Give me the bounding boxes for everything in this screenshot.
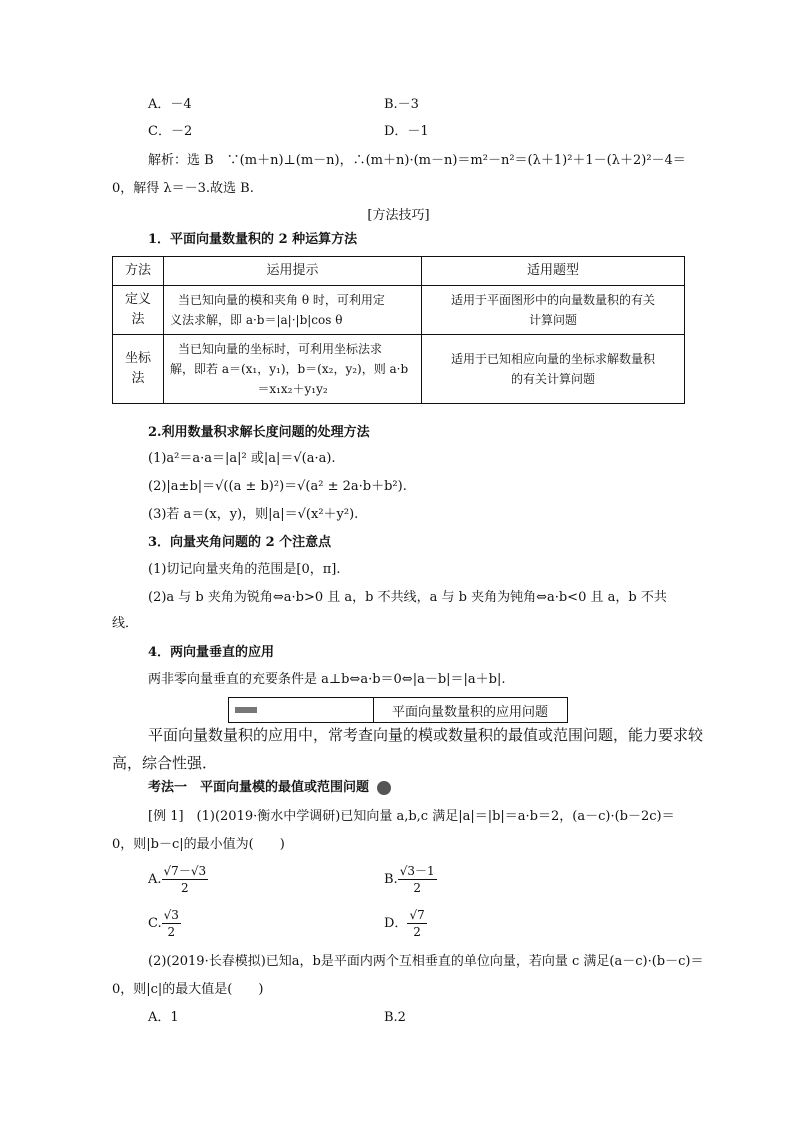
- tip-1-title: 1．平面向量数量积的 2 种运算方法: [148, 232, 358, 247]
- option-c: C．－2: [148, 124, 193, 139]
- solution-line-2: 0，解得 λ＝－3.故选 B.: [112, 181, 254, 196]
- example-option-c: [148, 906, 181, 942]
- tip-2-line-3: (3)若 a＝(x，y)，则|a|＝√(x²＋y²).: [148, 507, 359, 522]
- hint-line: 当已知向量的模和夹角 θ 时，可利用定: [178, 293, 385, 307]
- use-line: 的有关计算问题: [510, 372, 595, 386]
- table-header-cell: 适用题型: [422, 257, 685, 286]
- tip-2-line-1: (1)a²＝a·a＝|a|² 或|a|＝√(a·a).: [148, 451, 336, 466]
- hint-line: 义法求解，即 a·b＝|a|·|b|cos θ: [170, 313, 343, 327]
- method-use: [422, 335, 685, 404]
- table-row: [113, 335, 685, 404]
- banner-tag-mark: [235, 707, 257, 713]
- example-1-line-2: 0，则|b－c|的最小值为( ): [112, 837, 285, 852]
- section-banner: [228, 697, 568, 723]
- method-hint: [164, 335, 422, 404]
- tip-2-title: 2.利用数量积求解长度问题的处理方法: [148, 425, 370, 440]
- option-b: B.－3: [384, 97, 419, 112]
- bullet-icon: [377, 781, 391, 795]
- example-1-line-1: [例 1] (1)(2019·衡水中学调研)已知向量 a,b,c 满足|a|＝|b|＝a·b＝2，(a－c)·(b－2c)＝: [148, 809, 675, 824]
- option-fraction: [162, 907, 181, 940]
- fraction-denominator: 2: [413, 881, 421, 895]
- method-use: [422, 286, 685, 335]
- example-option-b: [384, 862, 437, 898]
- option-label: B.: [384, 872, 398, 887]
- method-1-text: 考法一 平面向量模的最值或范围问题: [148, 780, 370, 795]
- tip-3-line-3: 线．: [112, 616, 139, 631]
- table-header-row: [113, 257, 685, 286]
- tip-2-line-2: (2)|a±b|＝√((a ± b)²)＝√(a² ± 2a·b＋b²).: [148, 479, 407, 494]
- fraction-numerator: √7: [409, 908, 425, 922]
- fraction-numerator: √3: [163, 908, 179, 922]
- option-a: A．－4: [148, 97, 192, 112]
- fraction-denominator: 2: [181, 881, 189, 895]
- tip-3-line-2: (2)a 与 b 夹角为锐角⇔a·b>0 且 a，b 不共线，a 与 b 夹角为钝角⇔a·b<0 且 a，b 不共: [148, 590, 667, 605]
- method-name: 定义法: [113, 286, 164, 335]
- tips-heading: [方法技巧]: [367, 208, 430, 223]
- example-1-q2-line-2: 0，则|c|的最大值是( ): [112, 982, 264, 997]
- example-option-d: [384, 906, 427, 942]
- section-intro-line-2: 高，综合性强．: [112, 754, 218, 772]
- option-label: D．: [384, 916, 408, 931]
- hint-line: 当已知向量的坐标时，可利用坐标法求: [178, 342, 383, 356]
- method-hint: [164, 286, 422, 335]
- tip-3-line-1: (1)切记向量夹角的范围是[0，π].: [148, 562, 341, 577]
- table-header-cell: 方法: [113, 257, 164, 286]
- q2-option-a: A．1: [148, 1010, 179, 1025]
- solution-line-1: 解析：选 B ∵(m＋n)⊥(m－n)，∴(m＋n)·(m－n)＝m²－n²＝(λ＋1)²＋1－(λ＋2)²－4＝: [148, 153, 686, 168]
- example-option-a: [148, 862, 208, 898]
- hint-line: 解，即若 a＝(x₁，y₁)，b＝(x₂，y₂)，则 a·b: [170, 362, 409, 376]
- method-1-heading: [148, 779, 391, 797]
- fraction-denominator: 2: [413, 925, 421, 939]
- use-line: 适用于平面图形中的向量数量积的有关: [450, 293, 655, 307]
- option-label: C.: [148, 916, 162, 931]
- hint-line: ＝x₁x₂＋y₁y₂: [257, 382, 328, 396]
- use-line: 适用于已知相应向量的坐标求解数量积: [450, 352, 655, 366]
- fraction-denominator: 2: [167, 925, 176, 939]
- method-name: 坐标法: [113, 335, 164, 404]
- option-label: A.: [148, 872, 162, 887]
- option-fraction: [162, 863, 209, 896]
- table-header-cell: 运用提示: [164, 257, 422, 286]
- option-fraction: [407, 907, 426, 940]
- banner-left-panel: [229, 698, 374, 722]
- q2-option-b: B.2: [384, 1010, 406, 1025]
- methods-table: [112, 256, 685, 404]
- fraction-numerator: √7－√3: [163, 864, 207, 878]
- fraction-numerator: √3－1: [399, 864, 435, 878]
- table-row: [113, 286, 685, 335]
- tip-4-title: 4．两向量垂直的应用: [148, 645, 275, 660]
- use-line: 计算问题: [528, 313, 577, 327]
- section-intro-line-1: 平面向量数量积的应用中，常考查向量的模或数量积的最值或范围问题，能力要求较: [148, 726, 704, 744]
- option-fraction: [398, 863, 437, 896]
- example-1-q2-line-1: (2)(2019·长春模拟)已知a，b是平面内两个互相垂直的单位向量，若向量 c 满足(a－c)·(b－c)＝: [148, 954, 704, 969]
- tip-4-line-1: 两非零向量垂直的充要条件是 a⊥b⇔a·b＝0⇔|a－b|＝|a＋b|.: [148, 672, 506, 687]
- tip-3-title: 3．向量夹角问题的 2 个注意点: [148, 535, 332, 550]
- section-title: 平面向量数量积的应用问题: [391, 705, 548, 720]
- option-d: D．－1: [384, 124, 429, 139]
